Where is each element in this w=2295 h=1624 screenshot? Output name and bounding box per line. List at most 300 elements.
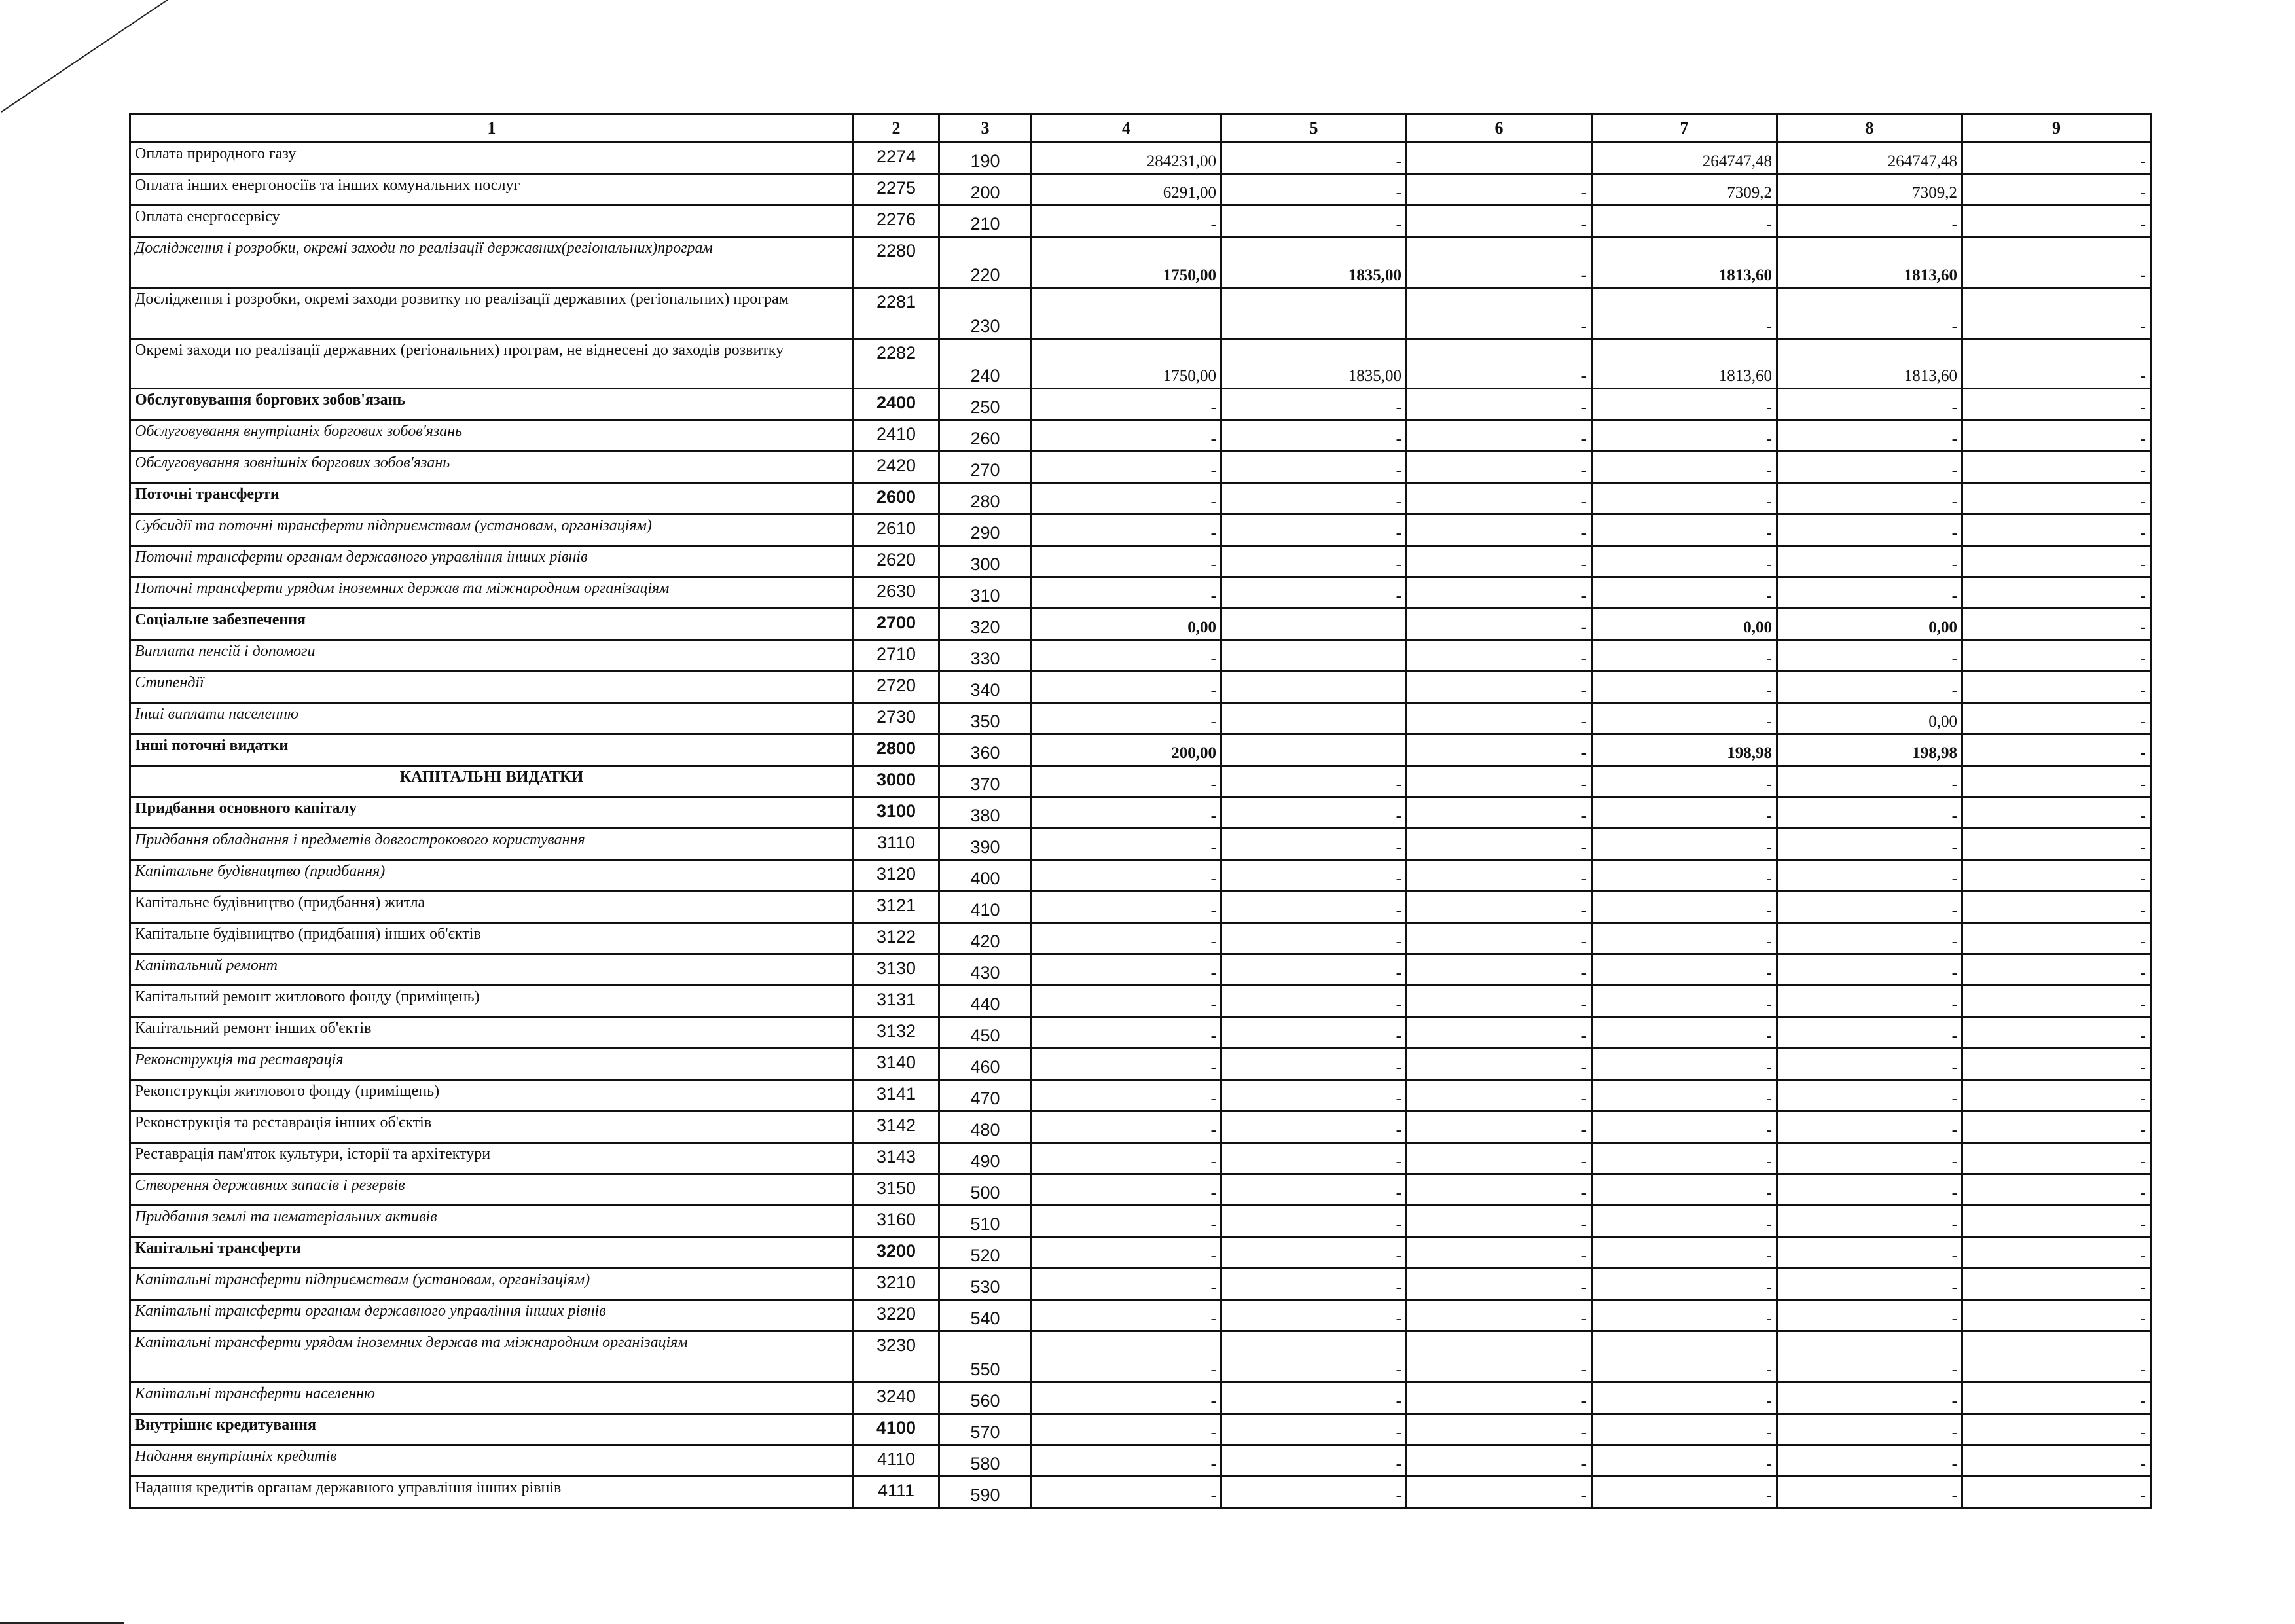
row-code: 3143 xyxy=(854,1143,939,1174)
column-header-6: 6 xyxy=(1407,115,1592,143)
cell-col-9: - xyxy=(1962,420,2151,452)
cell-col-5: - xyxy=(1221,1414,1407,1445)
cell-col-6: - xyxy=(1407,1049,1592,1080)
cell-col-5: - xyxy=(1221,452,1407,483)
cell-col-5: - xyxy=(1221,1206,1407,1237)
row-code: 2700 xyxy=(854,609,939,640)
cell-col-8: - xyxy=(1777,1080,1962,1111)
row-code: 3000 xyxy=(854,766,939,797)
cell-col-5 xyxy=(1221,734,1407,766)
row-code: 2282 xyxy=(854,339,939,389)
cell-col-4: - xyxy=(1032,1269,1221,1300)
cell-col-5: - xyxy=(1221,1382,1407,1414)
cell-col-5: - xyxy=(1221,1049,1407,1080)
row-code: 4100 xyxy=(854,1414,939,1445)
cell-col-6: - xyxy=(1407,1300,1592,1331)
row-line-number: 230 xyxy=(939,288,1032,339)
cell-col-4: - xyxy=(1032,766,1221,797)
cell-col-7: - xyxy=(1592,1237,1777,1269)
row-name: Соціальне забезпечення xyxy=(130,609,854,640)
cell-col-8: - xyxy=(1777,514,1962,546)
row-name: Обслуговування внутрішніх боргових зобов'язань xyxy=(130,420,854,452)
table-row xyxy=(130,986,2151,1017)
cell-col-8: - xyxy=(1777,954,1962,986)
cell-col-9: - xyxy=(1962,339,2151,389)
cell-col-9: - xyxy=(1962,1111,2151,1143)
cell-col-6: - xyxy=(1407,703,1592,734)
cell-col-6: - xyxy=(1407,1382,1592,1414)
row-line-number: 200 xyxy=(939,174,1032,206)
cell-col-4: - xyxy=(1032,1300,1221,1331)
cell-col-5: - xyxy=(1221,1143,1407,1174)
row-name: Окремі заходи по реалізації державних (регіональних) програм, не віднесені до заходів розвитку xyxy=(130,339,854,389)
cell-col-6: - xyxy=(1407,829,1592,860)
cell-col-9: - xyxy=(1962,1300,2151,1331)
row-name: Дослідження і розробки, окремі заходи розвитку по реалізації державних (регіональних) програм xyxy=(130,288,854,339)
cell-col-5: - xyxy=(1221,860,1407,892)
column-number-row xyxy=(130,115,2151,143)
row-line-number: 260 xyxy=(939,420,1032,452)
row-line-number: 390 xyxy=(939,829,1032,860)
row-line-number: 580 xyxy=(939,1445,1032,1477)
cell-col-5: - xyxy=(1221,174,1407,206)
row-name: Обслуговування зовнішніх боргових зобов'язань xyxy=(130,452,854,483)
cell-col-7: - xyxy=(1592,577,1777,609)
cell-col-7: - xyxy=(1592,420,1777,452)
cell-col-9: - xyxy=(1962,1414,2151,1445)
row-name: Придбання основного капіталу xyxy=(130,797,854,829)
row-line-number: 380 xyxy=(939,797,1032,829)
cell-col-5: - xyxy=(1221,954,1407,986)
budget-expenditure-table xyxy=(129,113,2152,1509)
cell-col-4: 1750,00 xyxy=(1032,339,1221,389)
cell-col-8: - xyxy=(1777,1017,1962,1049)
row-line-number: 360 xyxy=(939,734,1032,766)
cell-col-7: - xyxy=(1592,703,1777,734)
cell-col-4: - xyxy=(1032,546,1221,577)
column-header-9: 9 xyxy=(1962,115,2151,143)
cell-col-8: - xyxy=(1777,1477,1962,1508)
row-line-number: 300 xyxy=(939,546,1032,577)
cell-col-5: - xyxy=(1221,1300,1407,1331)
cell-col-9: - xyxy=(1962,797,2151,829)
cell-col-9: - xyxy=(1962,923,2151,954)
row-name: Оплата інших енергоносіїв та інших комунальних послуг xyxy=(130,174,854,206)
row-line-number: 310 xyxy=(939,577,1032,609)
cell-col-6: - xyxy=(1407,1414,1592,1445)
row-line-number: 460 xyxy=(939,1049,1032,1080)
cell-col-4: 6291,00 xyxy=(1032,174,1221,206)
row-name: Реконструкція та реставрація інших об'єктів xyxy=(130,1111,854,1143)
row-code: 3131 xyxy=(854,986,939,1017)
row-line-number: 540 xyxy=(939,1300,1032,1331)
row-code: 2280 xyxy=(854,237,939,288)
cell-col-9: - xyxy=(1962,640,2151,672)
cell-col-6: - xyxy=(1407,609,1592,640)
row-code: 4110 xyxy=(854,1445,939,1477)
row-code: 2275 xyxy=(854,174,939,206)
cell-col-5: - xyxy=(1221,797,1407,829)
row-code: 3141 xyxy=(854,1080,939,1111)
column-header-4: 4 xyxy=(1032,115,1221,143)
row-line-number: 220 xyxy=(939,237,1032,288)
row-name: Інші поточні видатки xyxy=(130,734,854,766)
cell-col-9: - xyxy=(1962,986,2151,1017)
cell-col-7: 264747,48 xyxy=(1592,143,1777,174)
cell-col-4: - xyxy=(1032,1445,1221,1477)
row-line-number: 430 xyxy=(939,954,1032,986)
row-line-number: 240 xyxy=(939,339,1032,389)
cell-col-4: - xyxy=(1032,483,1221,514)
row-code: 2281 xyxy=(854,288,939,339)
cell-col-5: - xyxy=(1221,514,1407,546)
row-name: Капітальний ремонт житлового фонду (приміщень) xyxy=(130,986,854,1017)
cell-col-7: - xyxy=(1592,766,1777,797)
cell-col-8: - xyxy=(1777,1174,1962,1206)
row-code: 2276 xyxy=(854,206,939,237)
table-row xyxy=(130,1269,2151,1300)
cell-col-4: - xyxy=(1032,672,1221,703)
table-row xyxy=(130,1382,2151,1414)
cell-col-8: - xyxy=(1777,577,1962,609)
cell-col-4: - xyxy=(1032,452,1221,483)
scan-corner-stroke xyxy=(1,0,181,113)
row-code: 2600 xyxy=(854,483,939,514)
row-name: Внутрішнє кредитування xyxy=(130,1414,854,1445)
table-row xyxy=(130,734,2151,766)
column-header-8: 8 xyxy=(1777,115,1962,143)
cell-col-7: - xyxy=(1592,514,1777,546)
table-row xyxy=(130,1477,2151,1508)
row-code: 3230 xyxy=(854,1331,939,1382)
table-row xyxy=(130,389,2151,420)
table-row xyxy=(130,1237,2151,1269)
cell-col-7: - xyxy=(1592,640,1777,672)
cell-col-4: - xyxy=(1032,1174,1221,1206)
cell-col-8: - xyxy=(1777,1049,1962,1080)
cell-col-5: - xyxy=(1221,1174,1407,1206)
table-row xyxy=(130,1206,2151,1237)
row-line-number: 570 xyxy=(939,1414,1032,1445)
cell-col-7: - xyxy=(1592,1111,1777,1143)
row-name: Надання внутрішніх кредитів xyxy=(130,1445,854,1477)
row-code: 2720 xyxy=(854,672,939,703)
cell-col-8: - xyxy=(1777,389,1962,420)
row-code: 2630 xyxy=(854,577,939,609)
cell-col-9: - xyxy=(1962,1477,2151,1508)
row-line-number: 280 xyxy=(939,483,1032,514)
cell-col-8: - xyxy=(1777,1445,1962,1477)
cell-col-5: - xyxy=(1221,1331,1407,1382)
cell-col-7: 7309,2 xyxy=(1592,174,1777,206)
cell-col-6 xyxy=(1407,143,1592,174)
row-line-number: 370 xyxy=(939,766,1032,797)
cell-col-4: - xyxy=(1032,420,1221,452)
table-row xyxy=(130,860,2151,892)
cell-col-5: - xyxy=(1221,766,1407,797)
cell-col-9: - xyxy=(1962,860,2151,892)
cell-col-8: - xyxy=(1777,986,1962,1017)
cell-col-9: - xyxy=(1962,452,2151,483)
row-line-number: 320 xyxy=(939,609,1032,640)
cell-col-8: - xyxy=(1777,452,1962,483)
row-name: Оплата енергосервісу xyxy=(130,206,854,237)
table-row xyxy=(130,640,2151,672)
row-name: Придбання землі та нематеріальних активів xyxy=(130,1206,854,1237)
cell-col-8: - xyxy=(1777,766,1962,797)
row-name: Реставрація пам'яток культури, історії та архітектури xyxy=(130,1143,854,1174)
cell-col-5 xyxy=(1221,609,1407,640)
row-name: Поточні трансферти органам державного управління інших рівнів xyxy=(130,546,854,577)
cell-col-9: - xyxy=(1962,1080,2151,1111)
cell-col-7: - xyxy=(1592,1143,1777,1174)
row-name: Капітальне будівництво (придбання) xyxy=(130,860,854,892)
cell-col-7: - xyxy=(1592,1269,1777,1300)
cell-col-8: - xyxy=(1777,892,1962,923)
row-code: 3132 xyxy=(854,1017,939,1049)
row-line-number: 210 xyxy=(939,206,1032,237)
row-name: Створення державних запасів і резервів xyxy=(130,1174,854,1206)
table-row xyxy=(130,1414,2151,1445)
cell-col-4: - xyxy=(1032,923,1221,954)
cell-col-9: - xyxy=(1962,143,2151,174)
table-row xyxy=(130,829,2151,860)
cell-col-9: - xyxy=(1962,1382,2151,1414)
cell-col-9: - xyxy=(1962,609,2151,640)
row-name: КАПІТАЛЬНІ ВИДАТКИ xyxy=(130,766,854,797)
cell-col-4: - xyxy=(1032,892,1221,923)
row-line-number: 530 xyxy=(939,1269,1032,1300)
table-row xyxy=(130,206,2151,237)
row-name: Капітальне будівництво (придбання) житла xyxy=(130,892,854,923)
cell-col-5: - xyxy=(1221,1445,1407,1477)
cell-col-8: - xyxy=(1777,1237,1962,1269)
cell-col-6: - xyxy=(1407,797,1592,829)
cell-col-7: - xyxy=(1592,1300,1777,1331)
cell-col-8: - xyxy=(1777,923,1962,954)
table-row xyxy=(130,797,2151,829)
table-row xyxy=(130,514,2151,546)
cell-col-4: - xyxy=(1032,829,1221,860)
cell-col-7: 1813,60 xyxy=(1592,237,1777,288)
cell-col-4: - xyxy=(1032,1111,1221,1143)
row-name: Капітальні трансферти підприємствам (установам, організаціям) xyxy=(130,1269,854,1300)
table-row xyxy=(130,1174,2151,1206)
cell-col-5: - xyxy=(1221,206,1407,237)
cell-col-6: - xyxy=(1407,734,1592,766)
table-body xyxy=(130,143,2151,1508)
row-name: Обслуговування боргових зобов'язань xyxy=(130,389,854,420)
cell-col-8: - xyxy=(1777,672,1962,703)
row-name: Капітальний ремонт xyxy=(130,954,854,986)
cell-col-4: - xyxy=(1032,577,1221,609)
row-code: 2610 xyxy=(854,514,939,546)
cell-col-9: - xyxy=(1962,1237,2151,1269)
row-code: 3120 xyxy=(854,860,939,892)
cell-col-4: 1750,00 xyxy=(1032,237,1221,288)
cell-col-8: - xyxy=(1777,1300,1962,1331)
cell-col-8: - xyxy=(1777,420,1962,452)
cell-col-6: - xyxy=(1407,483,1592,514)
cell-col-4: - xyxy=(1032,1017,1221,1049)
cell-col-6: - xyxy=(1407,1143,1592,1174)
table-row xyxy=(130,923,2151,954)
table-row xyxy=(130,1331,2151,1382)
table-row xyxy=(130,339,2151,389)
cell-col-7: - xyxy=(1592,206,1777,237)
row-line-number: 480 xyxy=(939,1111,1032,1143)
cell-col-9: - xyxy=(1962,1445,2151,1477)
table-row xyxy=(130,1300,2151,1331)
cell-col-5: - xyxy=(1221,483,1407,514)
cell-col-4: - xyxy=(1032,1206,1221,1237)
row-code: 2710 xyxy=(854,640,939,672)
cell-col-8: - xyxy=(1777,1414,1962,1445)
cell-col-5: - xyxy=(1221,1017,1407,1049)
cell-col-9: - xyxy=(1962,206,2151,237)
cell-col-5: - xyxy=(1221,1237,1407,1269)
cell-col-6: - xyxy=(1407,672,1592,703)
cell-col-9: - xyxy=(1962,954,2151,986)
row-line-number: 440 xyxy=(939,986,1032,1017)
column-header-3: 3 xyxy=(939,115,1032,143)
cell-col-5: - xyxy=(1221,546,1407,577)
row-name: Дослідження і розробки, окремі заходи по реалізації державних(регіональних)програм xyxy=(130,237,854,288)
row-line-number: 550 xyxy=(939,1331,1032,1382)
cell-col-9: - xyxy=(1962,703,2151,734)
row-code: 2410 xyxy=(854,420,939,452)
row-name: Капітальні трансферти органам державного управління інших рівнів xyxy=(130,1300,854,1331)
row-name: Придбання обладнання і предметів довгострокового користування xyxy=(130,829,854,860)
cell-col-9: - xyxy=(1962,892,2151,923)
row-code: 2800 xyxy=(854,734,939,766)
cell-col-6: - xyxy=(1407,546,1592,577)
row-name: Субсидії та поточні трансферти підприємствам (установам, організаціям) xyxy=(130,514,854,546)
row-name: Виплата пенсій і допомоги xyxy=(130,640,854,672)
table-row xyxy=(130,1049,2151,1080)
cell-col-6: - xyxy=(1407,1269,1592,1300)
cell-col-7: - xyxy=(1592,1331,1777,1382)
column-header-1: 1 xyxy=(130,115,854,143)
cell-col-7: - xyxy=(1592,923,1777,954)
cell-col-8: - xyxy=(1777,1111,1962,1143)
cell-col-6: - xyxy=(1407,986,1592,1017)
cell-col-9: - xyxy=(1962,514,2151,546)
cell-col-4: - xyxy=(1032,1477,1221,1508)
cell-col-8: 1813,60 xyxy=(1777,237,1962,288)
cell-col-5 xyxy=(1221,288,1407,339)
column-header-5: 5 xyxy=(1221,115,1407,143)
row-code: 3130 xyxy=(854,954,939,986)
cell-col-7: - xyxy=(1592,288,1777,339)
cell-col-4: - xyxy=(1032,860,1221,892)
cell-col-4: 284231,00 xyxy=(1032,143,1221,174)
cell-col-9: - xyxy=(1962,1143,2151,1174)
row-code: 3210 xyxy=(854,1269,939,1300)
table-row xyxy=(130,954,2151,986)
cell-col-7: - xyxy=(1592,797,1777,829)
row-name: Стипендії xyxy=(130,672,854,703)
cell-col-7: - xyxy=(1592,1445,1777,1477)
cell-col-5: - xyxy=(1221,1111,1407,1143)
table-row xyxy=(130,609,2151,640)
row-line-number: 340 xyxy=(939,672,1032,703)
cell-col-8: - xyxy=(1777,206,1962,237)
cell-col-7: - xyxy=(1592,1206,1777,1237)
cell-col-5: - xyxy=(1221,1269,1407,1300)
row-code: 3122 xyxy=(854,923,939,954)
cell-col-7: - xyxy=(1592,1174,1777,1206)
cell-col-6: - xyxy=(1407,1017,1592,1049)
row-line-number: 510 xyxy=(939,1206,1032,1237)
cell-col-5: 1835,00 xyxy=(1221,339,1407,389)
cell-col-8: 198,98 xyxy=(1777,734,1962,766)
row-code: 3160 xyxy=(854,1206,939,1237)
cell-col-5: - xyxy=(1221,829,1407,860)
cell-col-7: - xyxy=(1592,1080,1777,1111)
cell-col-9: - xyxy=(1962,734,2151,766)
cell-col-4: 200,00 xyxy=(1032,734,1221,766)
row-name: Інші виплати населенню xyxy=(130,703,854,734)
cell-col-9: - xyxy=(1962,389,2151,420)
cell-col-6: - xyxy=(1407,1477,1592,1508)
cell-col-7: - xyxy=(1592,1049,1777,1080)
row-code: 2730 xyxy=(854,703,939,734)
row-line-number: 400 xyxy=(939,860,1032,892)
cell-col-8: - xyxy=(1777,288,1962,339)
cell-col-8: 1813,60 xyxy=(1777,339,1962,389)
table-row xyxy=(130,703,2151,734)
cell-col-4: - xyxy=(1032,206,1221,237)
cell-col-7: 1813,60 xyxy=(1592,339,1777,389)
table-row xyxy=(130,672,2151,703)
table-row xyxy=(130,1143,2151,1174)
table-row xyxy=(130,143,2151,174)
cell-col-5: - xyxy=(1221,1080,1407,1111)
cell-col-5: - xyxy=(1221,1477,1407,1508)
cell-col-7: - xyxy=(1592,483,1777,514)
cell-col-8: - xyxy=(1777,640,1962,672)
cell-col-9: - xyxy=(1962,1049,2151,1080)
cell-col-8: - xyxy=(1777,483,1962,514)
row-name: Реконструкція та реставрація xyxy=(130,1049,854,1080)
table-row xyxy=(130,892,2151,923)
row-line-number: 590 xyxy=(939,1477,1032,1508)
cell-col-4: - xyxy=(1032,986,1221,1017)
cell-col-5 xyxy=(1221,703,1407,734)
row-name: Надання кредитів органам державного управління інших рівнів xyxy=(130,1477,854,1508)
cell-col-8: - xyxy=(1777,546,1962,577)
row-name: Капітальні трансферти урядам іноземних держав та міжнародним організаціям xyxy=(130,1331,854,1382)
cell-col-4 xyxy=(1032,288,1221,339)
cell-col-6: - xyxy=(1407,1331,1592,1382)
row-code: 3220 xyxy=(854,1300,939,1331)
row-code: 4111 xyxy=(854,1477,939,1508)
cell-col-9: - xyxy=(1962,546,2151,577)
cell-col-6: - xyxy=(1407,1174,1592,1206)
row-name: Капітальне будівництво (придбання) інших об'єктів xyxy=(130,923,854,954)
row-code: 2400 xyxy=(854,389,939,420)
row-code: 2620 xyxy=(854,546,939,577)
row-line-number: 350 xyxy=(939,703,1032,734)
cell-col-6: - xyxy=(1407,174,1592,206)
cell-col-5: - xyxy=(1221,986,1407,1017)
cell-col-7: - xyxy=(1592,986,1777,1017)
cell-col-8: - xyxy=(1777,1382,1962,1414)
cell-col-6: - xyxy=(1407,766,1592,797)
cell-col-8: - xyxy=(1777,797,1962,829)
cell-col-8: 0,00 xyxy=(1777,703,1962,734)
